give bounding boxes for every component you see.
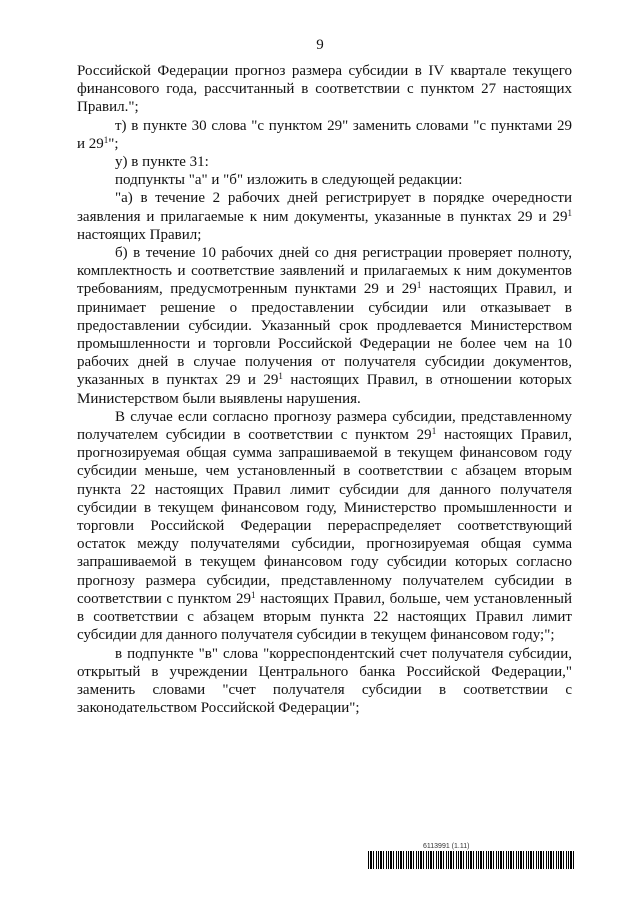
barcode-label: 6113991 (1.11) [423,843,470,850]
paragraph: Российской Федерации прогноз размера субсидии в IV квартале текущего финансового года, рассчитанный в соответствии с пунктом 27 настоящих Правил."; [77,63,572,116]
paragraph: т) в пункте 30 слова "с пунктом 29" заменить словами "с пунктами 29 и $29^1$"; [77,117,572,152]
document-body [77,62,572,717]
paragraph: подпункты "а" и "б" изложить в следующей редакции: [115,172,463,189]
paragraph: в подпункте "в" слова "корреспондентский счет получателя субсидии, открытый в учреждении Центрального банка Российской Федерации," заменить словами "счет получателя субсидии в соответствии с законодательством Российской Федерации"; [77,645,572,717]
paragraph: б) в течение 10 рабочих дней со дня регистрации проверяет полноту, комплектность и соответствие заявлений и прилагаемых к ним документов требованиям, предусмотренным пунктами 29 и $29^1$ настоящих Правил, и принимает решение о предоставлении субсидии или отказывает в предоставлении субсидии. Указанный срок продлевается Министерством промышленности и торговли Российской Федерации не более чем на 10 рабочих дней в случае получения от получателя субсидии документов, указанных в пунктах 29 и $29^1$ настоящих Правил, в отношении которых Министерством были выявлены нарушения. [77,245,572,407]
page-number: 9 [316,37,324,53]
paragraph: В случае если согласно прогнозу размера субсидии, представленному получателем субсидии в соответствии с пунктом $29^1$ настоящих Правил, прогнозируемая общая сумма запрашиваемой в текущем финансовом году субсидии меньше, чем установленный в соответствии с абзацем вторым пункта 22 настоящих Правил лимит субсидии для данного получателя субсидии в текущем финансовом году, Министерство промышленности и торговли Российской Федерации перераспределяет соответствующий остаток между получателями субсидии, прогнозируемая общая сумма запрашиваемой в текущем финансовом году субсидии которых согласно прогнозу размера субсидии, представленному получателем субсидии в соответствии с пунктом $29^1$ настоящих Правил, больше, чем установленный в соответствии с абзацем вторым пункта 22 настоящих Правил лимит субсидии для данного получателя субсидии в текущем финансовом году;"; [77,408,572,644]
paragraph: "а) в течение 2 рабочих дней регистрирует в порядке очередности заявления и прилагаемые к ним документы, указанные в пунктах 29 и $29^1$ настоящих Правил; [77,190,572,243]
barcode [368,851,576,869]
paragraph: у) в пункте 31: [115,154,209,171]
